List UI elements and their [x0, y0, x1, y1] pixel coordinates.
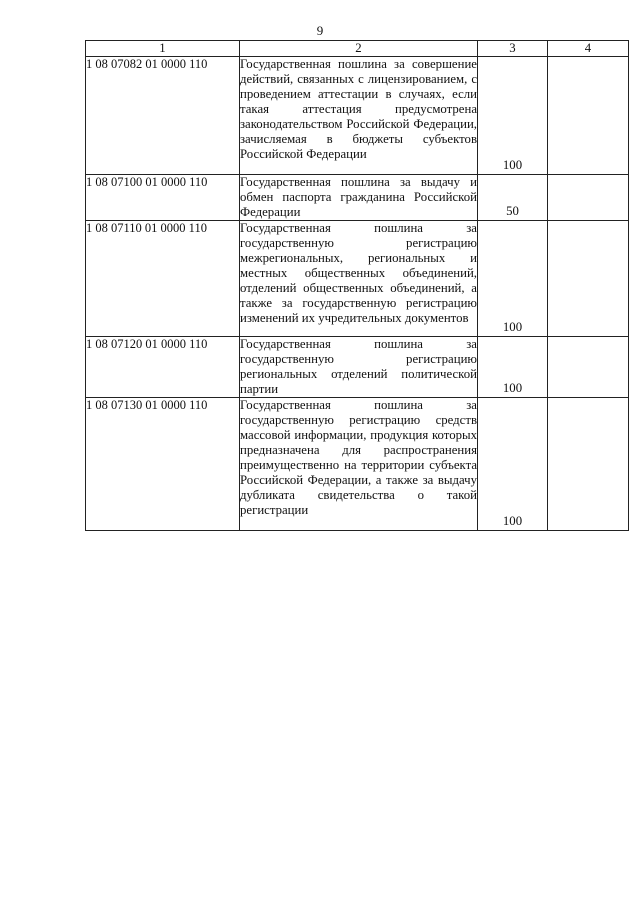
table-row	[86, 398, 629, 531]
budget-code: 1 08 07110 01 0000 110	[86, 221, 240, 337]
column-header-4: 4	[548, 41, 629, 57]
column-header-3: 3	[478, 41, 548, 57]
fee-amount: 100	[478, 221, 548, 337]
budget-code: 1 08 07130 01 0000 110	[86, 398, 240, 531]
column-4-cell	[548, 337, 629, 398]
fee-amount: 100	[478, 57, 548, 175]
column-header-1: 1	[86, 41, 240, 57]
table-header-row	[86, 41, 629, 57]
column-4-cell	[548, 398, 629, 531]
column-4-cell	[548, 57, 629, 175]
table-row	[86, 337, 629, 398]
table-row	[86, 57, 629, 175]
budget-code: 1 08 07100 01 0000 110	[86, 175, 240, 221]
fee-description: Государственная пошлина за выдачу и обмен паспорта гражданина Российской Федерации	[240, 175, 477, 219]
fees-table	[85, 40, 629, 531]
page-number: 9	[316, 23, 324, 38]
fee-description: Государственная пошлина за государственную регистрацию межрегиональных, региональных и местных общественных объединений, отделений общественных объединений, а также за государственную регистрацию изменений их учредительных документов	[240, 221, 478, 337]
fee-description: Государственная пошлина за государственную регистрацию средств массовой информации, продукция которых предназначена для распространения преимущественно на территории субъекта Российской Федерации, а также за выдачу дубликата свидетельства о такой регистрации	[240, 398, 478, 531]
fee-description: Государственная пошлина за совершение действий, связанных с лицензированием, с проведением аттестации в случаях, если такая аттестация предусмотрена законодательством Российской Федерации, зачисляемая в бюджеты субъектов Российской Федерации	[240, 57, 478, 175]
fee-amount: 50	[478, 175, 548, 221]
column-header-2: 2	[240, 41, 478, 57]
budget-code: 1 08 07120 01 0000 110	[86, 337, 240, 398]
column-4-cell	[548, 175, 629, 221]
fee-amount: 100	[478, 398, 548, 531]
table-row	[86, 175, 629, 221]
fee-description: Государственная пошлина за государственную регистрацию региональных отделений политической партии	[240, 337, 477, 396]
column-4-cell	[548, 221, 629, 337]
table-row	[86, 221, 629, 337]
fee-amount: 100	[478, 337, 548, 398]
budget-code: 1 08 07082 01 0000 110	[86, 57, 240, 175]
